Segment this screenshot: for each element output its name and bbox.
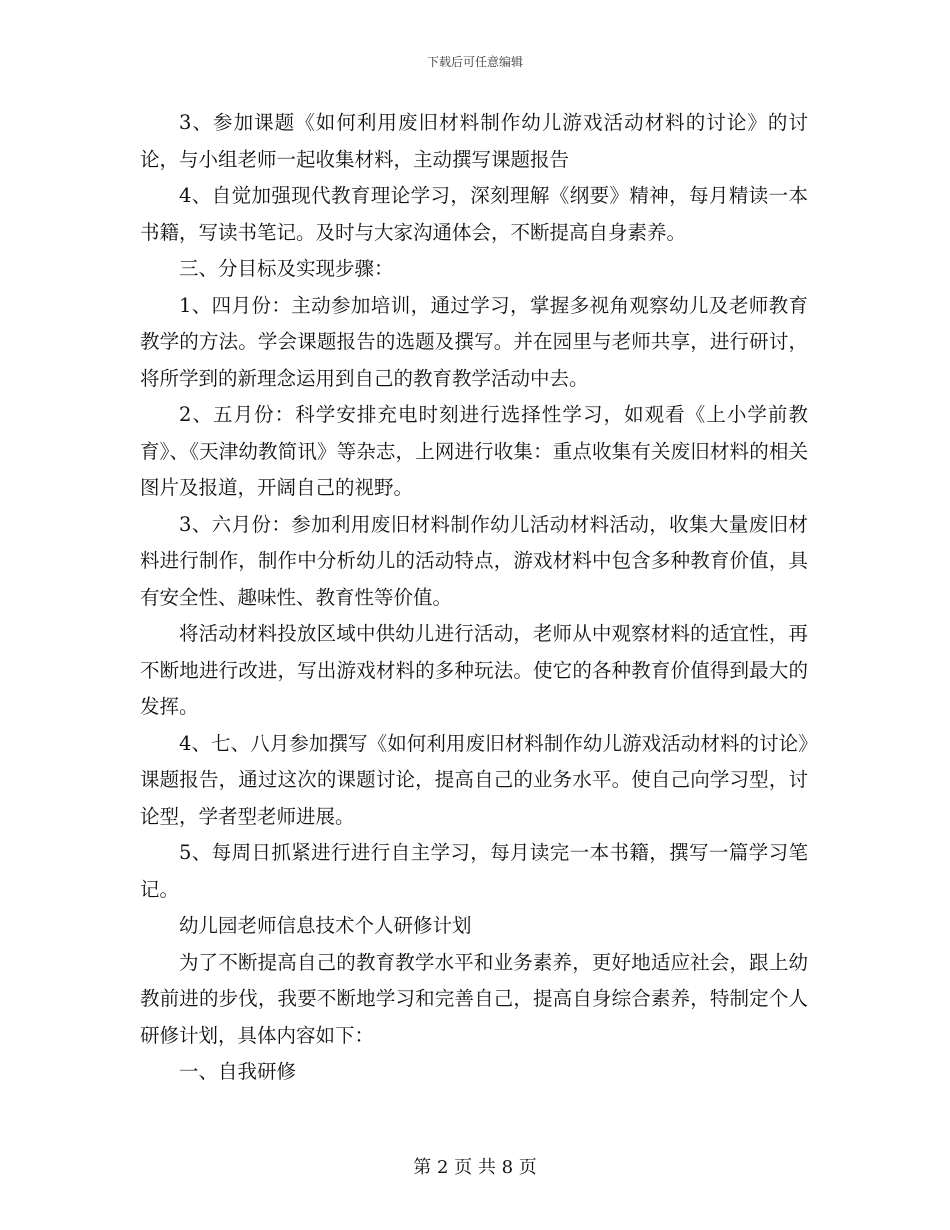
section-heading-self-study: 一、自我研修: [179, 1060, 297, 1083]
paragraph-may: 2、五月份：科学安排充电时刻进行选择性学习，如观看《上小学前教育》、《天津幼教简讯》等杂志，上网进行收集：重点收集有关废旧材料的相关图片及报道，开阔自己的视野。: [140, 403, 808, 499]
paragraph-materials: 将活动材料投放区域中供幼儿进行活动，老师从中观察材料的适宜性，再不断地进行改进，写出游戏材料的多种玩法。使它的各种教育价值得到最大的发挥。: [140, 622, 808, 718]
paragraph-weekly: 5、每周日抓紧进行进行自主学习，每月读完一本书籍，撰写一篇学习笔记。: [140, 841, 808, 901]
section-heading-goals: 三、分目标及实现步骤：: [179, 257, 394, 280]
paragraph-item-3-topic: 3、参加课题《如何利用废旧材料制作幼儿游戏活动材料的讨论》的讨论，与小组老师一起收集材料，主动撰写课题报告: [140, 111, 808, 171]
paragraph-april: 1、四月份：主动参加培训，通过学习，掌握多视角观察幼儿及老师教育教学的方法。学会课题报告的选题及撰写。并在园里与老师共享，进行研讨，将所学到的新理念运用到自己的教育教学活动中去。: [140, 293, 808, 390]
paragraph-july-august: 4、七、八月参加撰写《如何利用废旧材料制作幼儿游戏活动材料的讨论》课题报告，通过这次的课题讨论，提高自己的业务水平。使自己向学习型，讨论型，学者型老师进展。: [140, 731, 808, 828]
header-note: 下载后可任意编辑: [426, 55, 523, 69]
document-subtitle: 幼儿园老师信息技术个人研修计划: [179, 914, 472, 937]
document-body: [140, 105, 808, 1091]
paragraph-intro: 为了不断提高自己的教育教学水平和业务素养，更好地适应社会，跟上幼教前进的步伐，我要不断地学习和完善自己，提高自身综合素养，特制定个人研修计划，具体内容如下：: [140, 950, 808, 1047]
paragraph-item-4-study: 4、自觉加强现代教育理论学习，深刻理解《纲要》精神，每月精读一本书籍，写读书笔记。及时与大家沟通体会，不断提高自身素养。: [140, 184, 808, 244]
page-number: 第 2 页 共 8 页: [413, 1157, 537, 1178]
paragraph-june: 3、六月份：参加利用废旧材料制作幼儿活动材料活动，收集大量废旧材料进行制作，制作中分析幼儿的活动特点，游戏材料中包含多种教育价值，具有安全性、趣味性、教育性等价值。: [140, 512, 808, 609]
